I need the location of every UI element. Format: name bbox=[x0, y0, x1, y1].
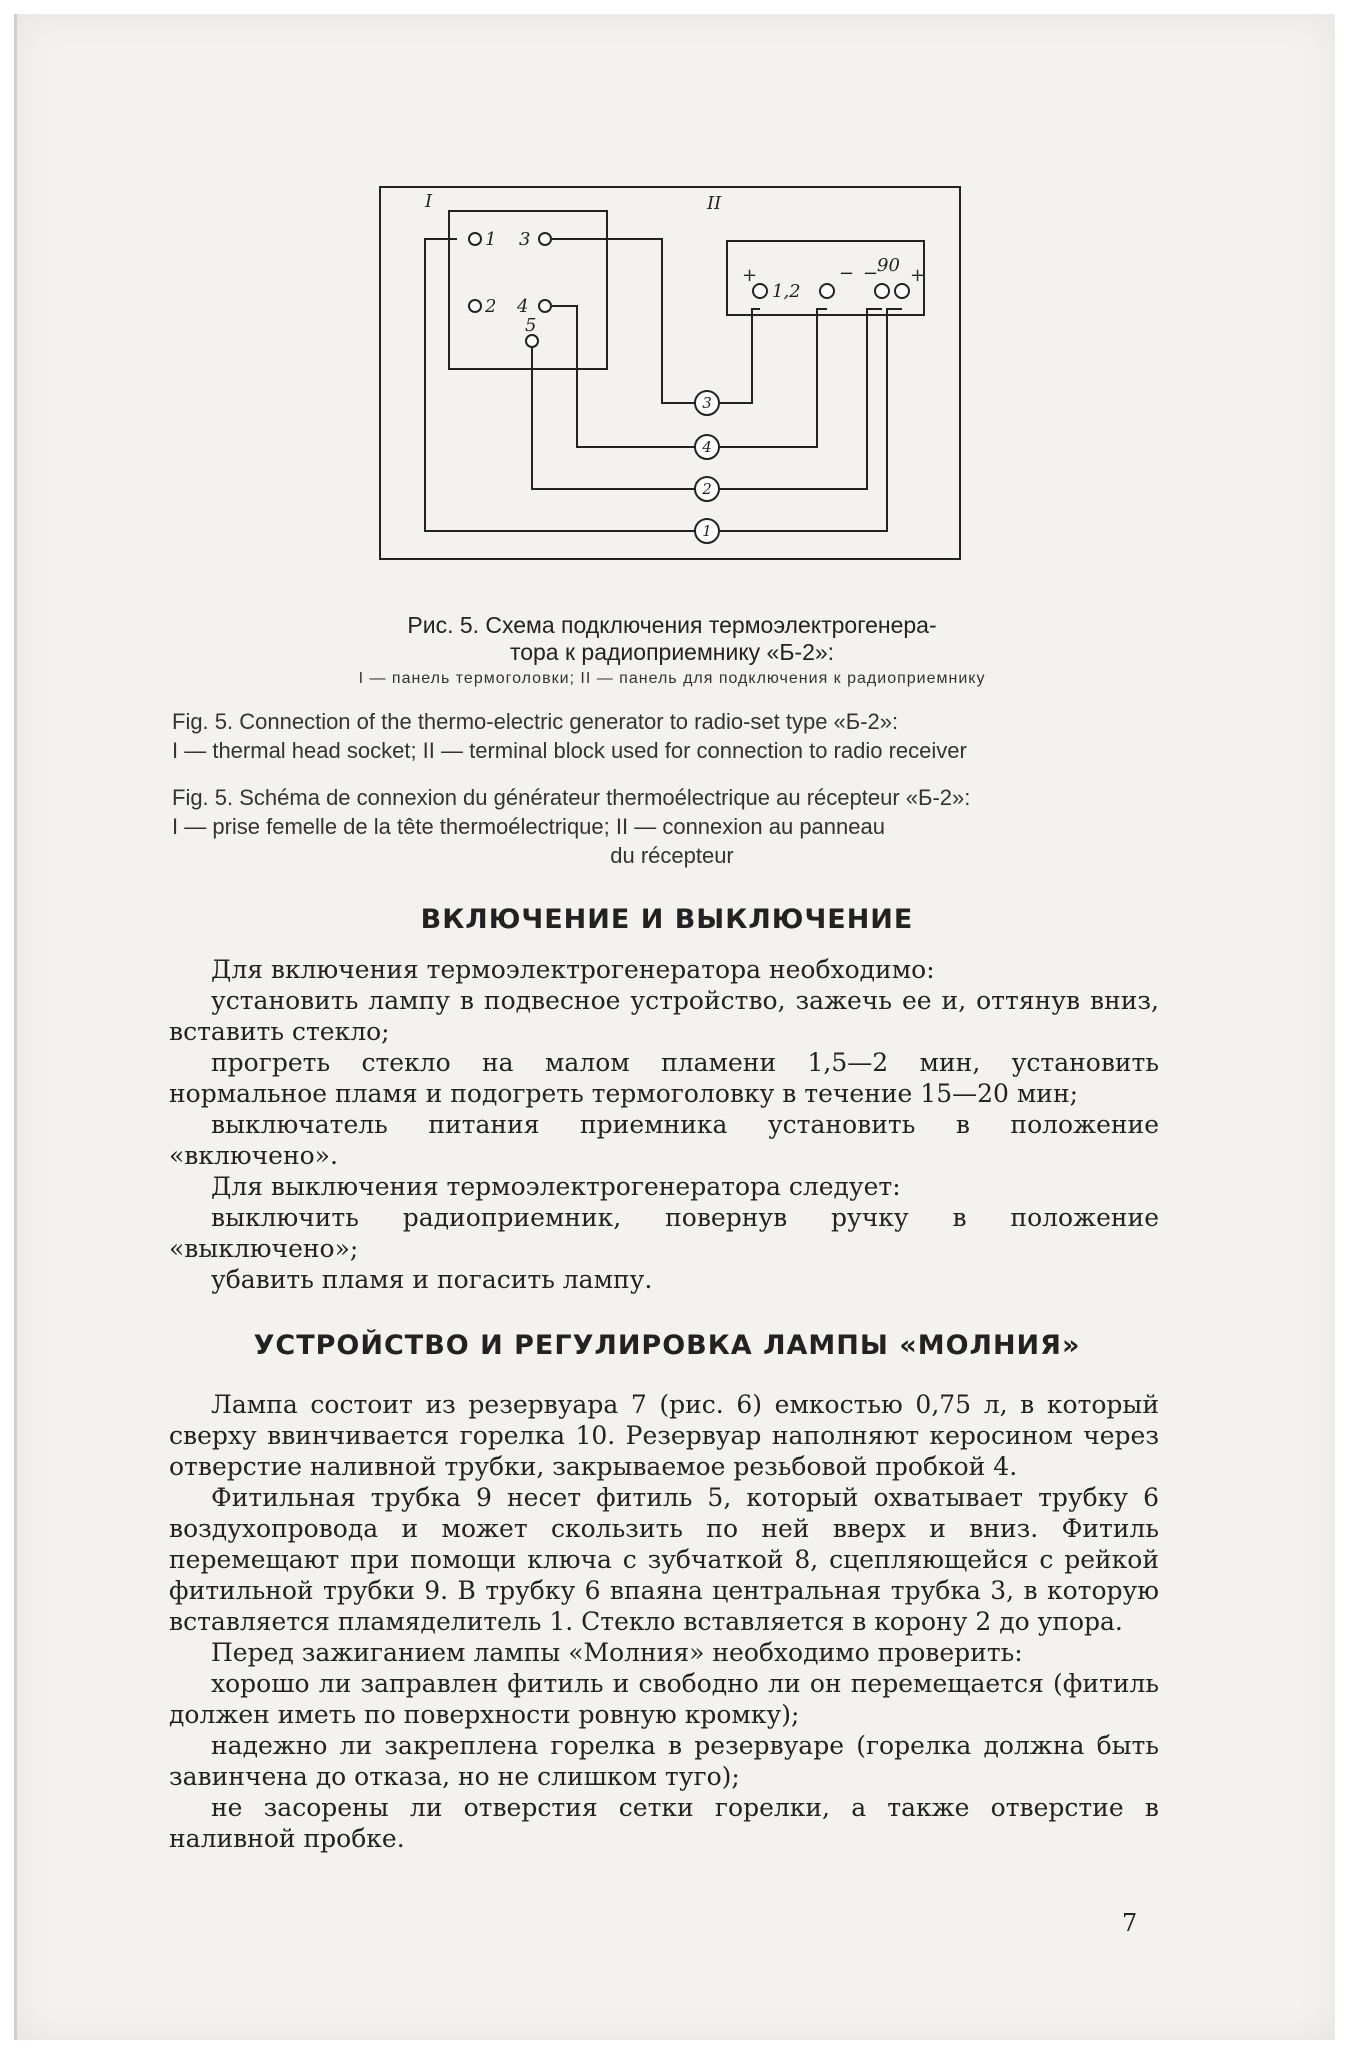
panel-II-label: II bbox=[707, 193, 722, 214]
caption-ru-line: Рис. 5. Схема подключения термоэлектрогенера- bbox=[407, 612, 937, 638]
pin-label: + bbox=[910, 265, 926, 286]
caption-ru bbox=[172, 612, 1172, 688]
caption-fr-line: I — prise femelle de la tête thermoélectrique; II — connexion au panneau bbox=[172, 814, 885, 839]
wire-label: 3 bbox=[702, 394, 712, 412]
pin-label: − bbox=[863, 263, 879, 284]
paragraph: Перед зажиганием лампы «Молния» необходимо проверить: bbox=[211, 1638, 1023, 1667]
pin-label: 1 bbox=[485, 229, 497, 250]
paragraph: хорошо ли заправлен фитиль и свободно ли он перемещается (фитиль должен иметь по поверхности ровную кромку); bbox=[169, 1669, 1159, 1729]
section-heading: ВКЛЮЧЕНИЕ И ВЫКЛЮЧЕНИЕ bbox=[420, 904, 914, 935]
section-heading: УСТРОЙСТВО И РЕГУЛИРОВКА ЛАМПЫ «МОЛНИЯ» bbox=[253, 1330, 1081, 1361]
section-body bbox=[169, 954, 1159, 1295]
page-number: 7 bbox=[1122, 1909, 1138, 1937]
paragraph: Для выключения термоэлектрогенератора следует: bbox=[211, 1172, 901, 1201]
paragraph: не засорены ли отверстия сетки горелки, а также отверстие в наливной пробке. bbox=[169, 1793, 1159, 1853]
pin-label: 4 bbox=[517, 296, 529, 317]
outer-frame bbox=[380, 187, 960, 559]
caption-fr-line: du récepteur bbox=[610, 843, 734, 868]
pin-label: 90 bbox=[877, 255, 900, 276]
pin-label: 5 bbox=[525, 315, 537, 336]
caption-en-line: I — thermal head socket; II — terminal block used for connection to radio receiver bbox=[172, 738, 967, 763]
caption-en bbox=[172, 707, 1172, 765]
caption-en-line: Fig. 5. Connection of the thermo-electric generator to radio-set type «Б-2»: bbox=[172, 709, 899, 734]
paragraph: установить лампу в подвесное устройство, зажечь ее и, оттянув вниз, вставить стекло; bbox=[169, 986, 1159, 1046]
wire-1 bbox=[425, 239, 902, 531]
page-sheet bbox=[14, 14, 1335, 2040]
wire-label: 1 bbox=[702, 522, 712, 540]
paragraph: надежно ли закреплена горелка в резервуаре (горелка должна быть завинчена до отказа, но не слишком туго); bbox=[169, 1731, 1159, 1791]
pin-label: 3 bbox=[519, 229, 531, 250]
paragraph: Фитильная трубка 9 несет фитиль 5, который охватывает трубку 6 воздухопровода и может скользить по ней вверх и вниз. Фитиль перемещают при помощи ключа с зубчаткой 8, сцепляющейся с рейкой фитильной трубки 9. В трубку 6 впаяна центральная трубка 3, в которую вставляется пламяделитель 1. Стекло вставляется в корону 2 до упора. bbox=[169, 1483, 1159, 1636]
panel-I-label: I bbox=[425, 191, 433, 212]
caption-fr bbox=[172, 783, 1172, 870]
pin-label: + bbox=[742, 265, 758, 286]
caption-ru-line: тора к радиоприемнику «Б-2»: bbox=[509, 639, 835, 665]
paragraph: Лампа состоит из резервуара 7 (рис. 6) емкостью 0,75 л, в который сверху ввинчивается горелка 10. Резервуар наполняют керосином через отверстие наливной трубки, закрываемое резьбовой пробкой 4. bbox=[169, 1390, 1159, 1481]
pin-label: − bbox=[839, 263, 855, 284]
wire-3 bbox=[552, 239, 760, 403]
paragraph: убавить пламя и погасить лампу. bbox=[211, 1265, 653, 1294]
paragraph: прогреть стекло на малом пламени 1,5—2 мин, установить нормальное пламя и подогреть термоголовку в течение 15—20 мин; bbox=[169, 1048, 1159, 1108]
wiring-diagram bbox=[377, 179, 967, 569]
paragraph: выключить радиоприемник, повернув ручку в положение «выключено»; bbox=[169, 1203, 1159, 1263]
pin-label: 1,2 bbox=[772, 281, 801, 302]
section-body bbox=[169, 1389, 1159, 1854]
wire-4 bbox=[552, 306, 827, 447]
caption-ru-legend: I — панель термоголовки; II — панель для подключения к радиоприемнику bbox=[358, 670, 986, 687]
pin-label: 2 bbox=[485, 296, 497, 317]
paragraph: выключатель питания приемника установить в положение «включено». bbox=[169, 1110, 1159, 1170]
caption-fr-line: Fig. 5. Schéma de connexion du générateur thermoélectrique au récepteur «Б-2»: bbox=[172, 785, 971, 810]
wire-label: 4 bbox=[702, 438, 712, 456]
wire-label: 2 bbox=[702, 480, 712, 498]
paragraph: Для включения термоэлектрогенератора необходимо: bbox=[211, 955, 935, 984]
